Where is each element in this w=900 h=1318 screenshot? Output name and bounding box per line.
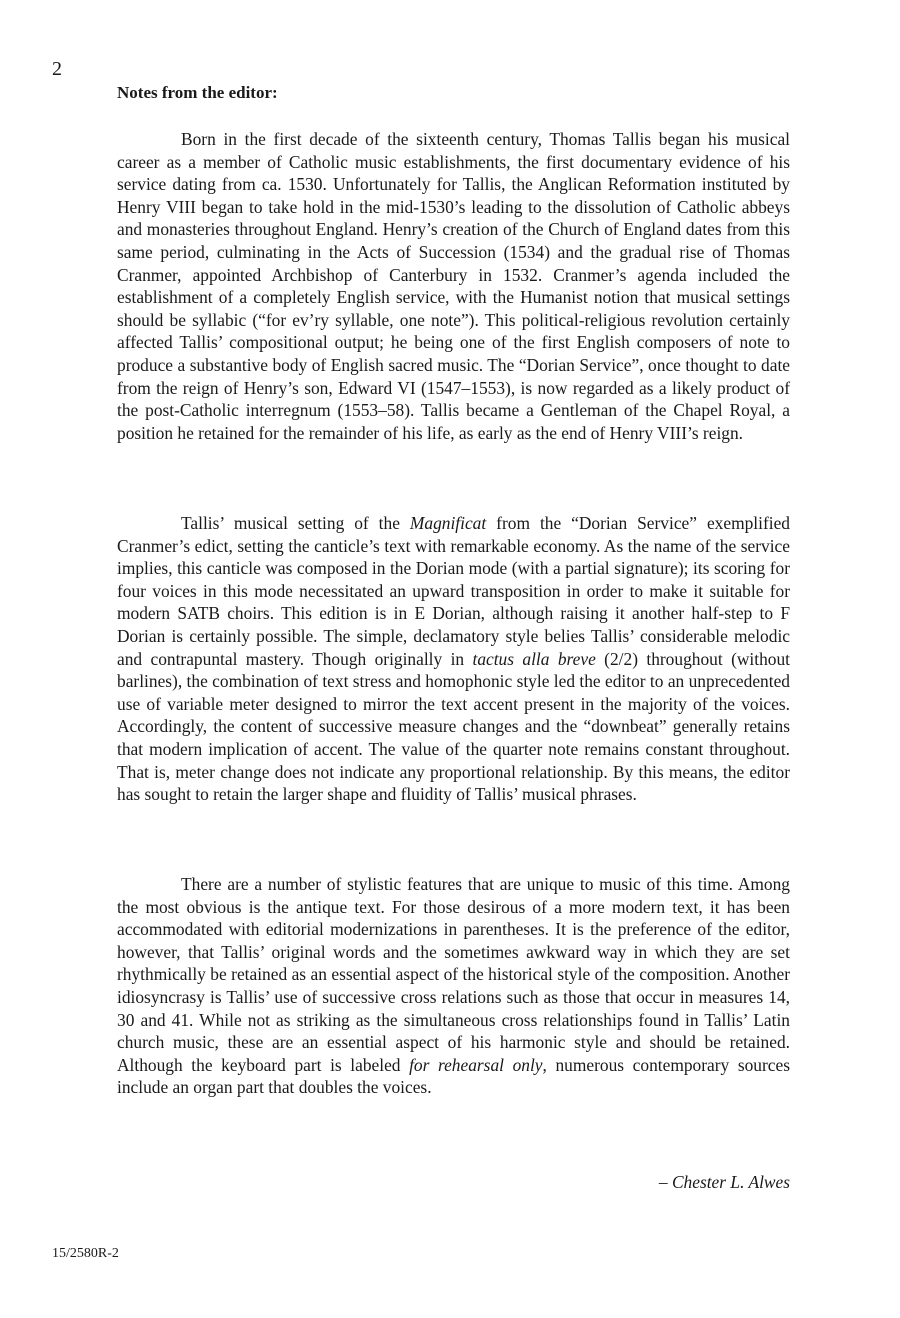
text-run: , numerous contemporary sources include an organ part that doubles the voices.: [117, 1054, 790, 1098]
term-italic: tactus alla breve: [472, 648, 596, 669]
paragraph-text: Born in the first decade of the sixteenth century, Thomas Tallis began his musical career as a member of Catholic music establishments, the first documentary evidence of his service dating from ca. 1530. Unfortunately for Tallis, the Anglican Reformation instituted by Henry VIII began to take hold in the mid-1530’s leading to the dissolution of Catholic abbeys and monasteries throughout England. Henry’s creation of the Church of England dates from this same period, culminating in the Acts of Succession (1534) and the gradual rise of Thomas Cranmer, appointed Archbishop of Canterbury in 1532. Cranmer’s agenda included the establishment of a completely English service, with the Humanist notion that musical settings should be syllabic (“for ev’ry syllable, one note”). This political-religious revolution certainly affected Tallis’ compositional output; he being one of the first English composers of note to produce a substantive body of English sacred music. The “Dorian Service”, once thought to date from the reign of Henry’s son, Edward VI (1547–1553), is now regarded as a likely product of the post-Catholic interregnum (1553–58). Tallis became a Gentleman of the Chapel Royal, a position he retained for the remainder of his life, as early as the end of Henry VIII’s reign.: [117, 129, 790, 443]
term-italic: for rehearsal only: [409, 1054, 543, 1075]
editor-signature: – Chester L. Alwes: [658, 1172, 790, 1192]
notes-heading: Notes from the editor:: [117, 83, 278, 102]
paragraph-setting: [117, 512, 790, 806]
paragraph-stylistic-features: [117, 873, 790, 1099]
text-run: from the “Dorian Service” exemplified Cranmer’s edict, setting the canticle’s text with remarkable economy. As the name of the service implies, this canticle was composed in the Dorian mode (with a partial signature); its scoring for four voices in this mode necessitated an upward transposition in order to make it suitable for modern SATB choirs. This edition is in E Dorian, although raising it another half-step to F Dorian is certainly possible. The simple, declamatory style belies Tallis’ considerable melodic and contrapuntal mastery. Though originally in: [117, 513, 790, 669]
text-run: Tallis’ musical setting of the: [181, 513, 410, 533]
page-number: 2: [52, 58, 62, 80]
paragraph-history: [117, 128, 790, 444]
paragraph-text: [117, 512, 790, 806]
text-run: (2/2) throughout (without barlines), the combination of text stress and homophonic style led the editor to an unprecedented use of variable meter designed to mirror the text accent present in the majority of the voices. Accordingly, the content of successive measure changes and the “downbeat” generally retains that modern implication of accent. The value of the quarter note remains constant throughout. That is, meter change does not indicate any proportional relationship. By this means, the editor has sought to retain the larger shape and fluidity of Tallis’ musical phrases.: [117, 648, 790, 805]
paragraph-text: [117, 873, 790, 1099]
work-title-italic: Magnificat: [409, 513, 487, 533]
text-run: There are a number of stylistic features that are unique to music of this time. Among the most obvious is the antique text. For those desirous of a more modern text, it has been accommodated with editorial modernizations in parentheses. It is the preference of the editor, however, that Tallis’ original words and the sometimes awkward way in which they are set rhythmically be retained as an essential aspect of the historical style of the composition. Another idiosyncrasy is Tallis’ use of successive cross relations such as those that occur in measures 14, 30 and 41. While not as striking as the simultaneous cross relationships found in Tallis’ Latin church music, these are an essential aspect of his harmonic style and should be retained. Although the keyboard part is labeled: [117, 874, 790, 1075]
catalog-number: 15/2580R-2: [52, 1246, 119, 1261]
